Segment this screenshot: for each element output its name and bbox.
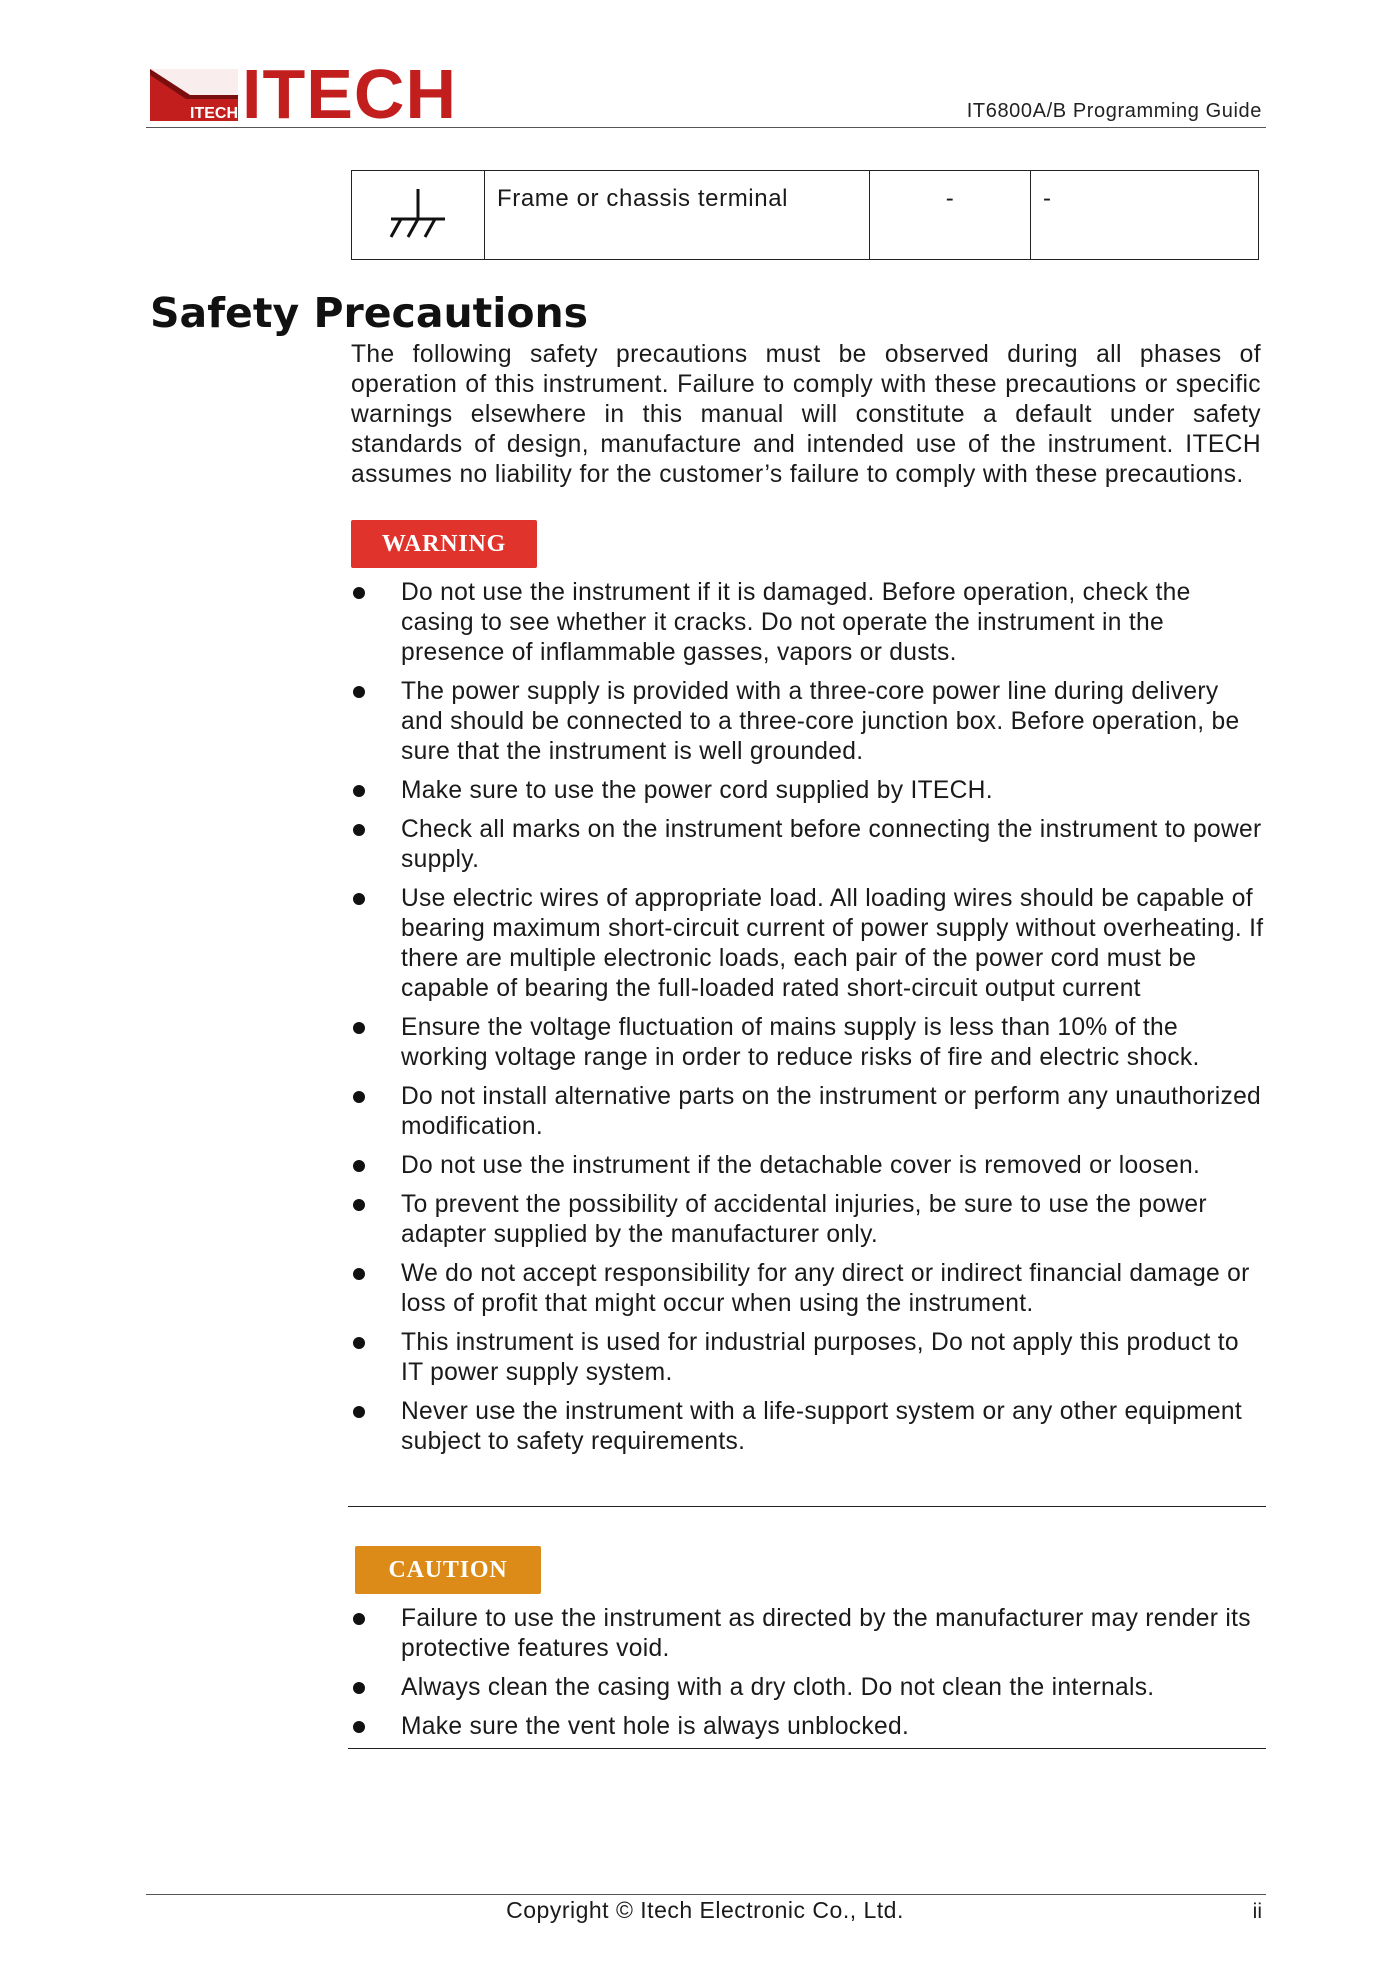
warning-badge: WARNING	[351, 520, 537, 568]
list-item-text: Make sure to use the power cord supplied by ITECH.	[401, 777, 993, 804]
symbol-table	[351, 170, 1259, 260]
footer-copyright: Copyright © Itech Electronic Co., Ltd.	[506, 1897, 904, 1923]
list-item	[351, 578, 1267, 668]
caution-end-rule	[348, 1748, 1266, 1749]
list-item	[351, 776, 1267, 806]
bullet-icon	[353, 587, 365, 599]
list-item	[351, 677, 1267, 767]
list-item	[351, 1673, 1267, 1703]
list-item-text: We do not accept responsibility for any direct or indirect financial damage or loss of profit that might occur when using the instrument.	[401, 1260, 1250, 1317]
list-item-text: Failure to use the instrument as directed by the manufacturer may render its protective features void.	[401, 1605, 1251, 1662]
bullet-icon	[353, 1022, 365, 1034]
list-item-text: Ensure the voltage fluctuation of mains supply is less than 10% of the working voltage range in order to reduce risks of fire and electric shock.	[401, 1014, 1200, 1071]
list-item	[351, 815, 1267, 875]
page-number: ii	[1252, 1900, 1262, 1923]
list-item-text: This instrument is used for industrial purposes, Do not apply this product to IT power supply system.	[401, 1329, 1239, 1386]
bullet-icon	[353, 1682, 365, 1694]
list-item	[351, 1328, 1267, 1388]
list-item	[351, 1712, 1267, 1742]
bullet-icon	[353, 1406, 365, 1418]
warning-list	[351, 578, 1267, 1466]
list-item	[351, 1082, 1267, 1142]
logo-wordmark: ITECH	[242, 55, 457, 133]
list-item	[351, 1604, 1267, 1664]
caution-list	[351, 1604, 1267, 1751]
section-title: Safety Precautions	[150, 289, 589, 337]
bullet-icon	[353, 893, 365, 905]
bullet-icon	[353, 1613, 365, 1625]
list-item	[351, 1397, 1267, 1457]
caution-badge: CAUTION	[355, 1546, 541, 1594]
list-item-text: Make sure the vent hole is always unblocked.	[401, 1713, 910, 1740]
list-item-text: The power supply is provided with a three-core power line during delivery and should be connected to a three-core junction box. Before operation, be sure that the instrument is well grounded.	[401, 678, 1240, 765]
list-item	[351, 1013, 1267, 1073]
bullet-icon	[353, 1721, 365, 1733]
intro-paragraph: The following safety precautions must be observed during all phases of operation of this instrument. Failure to comply with these precautions or specific warnings elsewhere in this manual will constitute a default under safety standards of design, manufacture and intended use of the instrument. ITECH assumes no liability for the customer’s failure to comply with these precautions.	[351, 341, 1261, 488]
bullet-icon	[353, 1268, 365, 1280]
header-divider	[146, 127, 1266, 128]
symbol-col4: -	[1031, 171, 1259, 260]
bullet-icon	[353, 1091, 365, 1103]
bullet-icon	[353, 686, 365, 698]
list-item-text: Check all marks on the instrument before connecting the instrument to power supply.	[401, 816, 1262, 873]
list-item	[351, 1151, 1267, 1181]
frame-chassis-terminal-icon	[383, 226, 453, 253]
table-row	[352, 171, 1259, 260]
list-item-text: Do not use the instrument if it is damaged. Before operation, check the casing to see whether it cracks. Do not operate the instrument in the presence of inflammable gasses, vapors or dusts.	[401, 579, 1191, 666]
list-item-text: Never use the instrument with a life-support system or any other equipment subject to safety requirements.	[401, 1398, 1243, 1455]
list-item-text: Always clean the casing with a dry cloth. Do not clean the internals.	[401, 1674, 1155, 1701]
list-item-text: Do not use the instrument if the detachable cover is removed or loosen.	[401, 1152, 1201, 1179]
bullet-icon	[353, 1337, 365, 1349]
list-item-text: Do not install alternative parts on the instrument or perform any unauthorized modification.	[401, 1083, 1262, 1140]
bullet-icon	[353, 824, 365, 836]
bullet-icon	[353, 785, 365, 797]
itech-logo	[150, 55, 457, 133]
logo-mark-text: ITECH	[190, 105, 238, 122]
itech-logo-mark	[150, 65, 240, 123]
symbol-description: Frame or chassis terminal	[485, 171, 870, 260]
document-title: IT6800A/B Programming Guide	[966, 100, 1262, 122]
list-item	[351, 884, 1267, 1004]
symbol-cell	[352, 171, 485, 260]
footer-divider	[146, 1894, 1266, 1895]
list-item-text: Use electric wires of appropriate load. All loading wires should be capable of bearing maximum short-circuit current of power supply without overheating. If there are multiple electronic loads, each pair of the power cord must be capable of bearing the full-loaded rated short-circuit output current	[401, 885, 1264, 1002]
list-item	[351, 1190, 1267, 1250]
list-item	[351, 1259, 1267, 1319]
bullet-icon	[353, 1199, 365, 1211]
warning-end-rule	[348, 1506, 1266, 1507]
bullet-icon	[353, 1160, 365, 1172]
list-item-text: To prevent the possibility of accidental injuries, be sure to use the power adapter supplied by the manufacturer only.	[401, 1191, 1207, 1248]
symbol-col3: -	[870, 171, 1031, 260]
